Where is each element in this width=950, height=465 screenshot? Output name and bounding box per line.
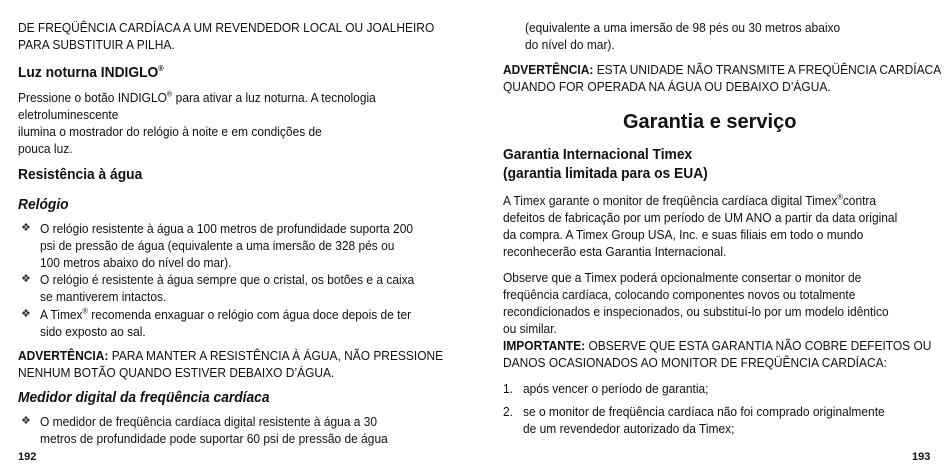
page-number-left: 192 (18, 451, 37, 463)
intro-line-1: DE FREQÜÊNCIA CARDÍACA A UM REVENDEDOR LOCAL OU JOALHEIRO (18, 20, 435, 35)
intro-line-2: PARA SUBSTITUIR A PILHA. (18, 37, 175, 52)
important-line-1: IMPORTANTE: OBSERVE QUE ESTA GARANTIA NÃO COBRE DEFEITOS OU (503, 338, 932, 353)
bullet-diamond-icon: ❖ (21, 415, 31, 427)
bullet-1-line-3: 100 metros abaixo do nível do mar). (40, 255, 232, 270)
watch-subheading: Relógio (18, 196, 69, 213)
paragraph-2-line-1: Observe que a Timex poderá opcionalmente consertar o monitor de (503, 270, 862, 285)
indiglo-text-line-1: Pressione o botão INDIGLO® para ativar a luz noturna. A tecnologia (18, 89, 376, 105)
warning-line-1: ADVERTÊNCIA: PARA MANTER A RESISTÊNCIA À ÁGUA, NÃO PRESSIONE (18, 348, 444, 363)
section-title: Garantia e serviço (623, 111, 797, 133)
paragraph-1-line-2: defeitos de fabricação por um período de UM ANO a partir da data original (503, 210, 898, 225)
bullet-1-line-2: psi de pressão de água (equivalente a uma imersão de 328 pés ou (40, 238, 395, 253)
paragraph-2-line-3: recondicionados e inspecionados, ou substituí-lo por um modelo idêntico (503, 304, 889, 319)
warranty-heading-line-2: (garantia limitada para os EUA) (503, 165, 708, 182)
list-item-number-1: 1. (503, 381, 513, 396)
right-page (475, 0, 950, 465)
water-resistance-heading: Resistência à água (18, 166, 143, 183)
warranty-heading-line-1: Garantia Internacional Timex (503, 146, 693, 163)
bullet-diamond-icon: ❖ (21, 222, 31, 234)
bullet-diamond-icon: ❖ (21, 273, 31, 285)
indiglo-text-line-4: pouca luz. (18, 141, 73, 156)
bullet-2-line-2: se mantiverem intactos. (40, 289, 167, 304)
indiglo-heading: Luz noturna INDIGLO® (18, 64, 164, 81)
bullet-2-line-1: O relógio é resistente à água sempre que o cristal, os botões e a caixa (40, 272, 415, 287)
paragraph-2-line-2: freqüência cardíaca, colocando componentes novos ou totalmente (503, 287, 856, 302)
bullet-4-line-1: O medidor de freqüência cardíaca digital resistente à água a 30 (40, 414, 378, 429)
list-item-2-line-1: se o monitor de freqüência cardíaca não foi comprado originalmente (523, 404, 885, 419)
list-item-number-2: 2. (503, 404, 513, 419)
bullet-diamond-icon: ❖ (21, 308, 31, 320)
list-item-2-line-2: de um revendedor autorizado da Timex; (523, 421, 735, 436)
paragraph-1-line-1: A Timex garante o monitor de freqüência cardíaca digital Timex®contra (503, 192, 877, 208)
paragraph-1-line-3: da compra. A Timex Group USA, Inc. e suas filiais em todo o mundo (503, 227, 864, 242)
paragraph-2-line-4: ou similar. (503, 321, 557, 336)
continued-line-2: do nível do mar). (525, 37, 615, 52)
page-number-right: 193 (912, 451, 931, 463)
continued-line-1: (equivalente a uma imersão de 98 pés ou 30 metros abaixo (525, 20, 841, 35)
warning-line-2: QUANDO FOR OPERADA NA ÁGUA OU DEBAIXO D’ÁGUA. (503, 79, 831, 94)
warning-line-2: NENHUM BOTÃO QUANDO ESTIVER DEBAIXO D’ÁGUA. (18, 365, 335, 380)
warning-line-1: ADVERTÊNCIA: ESTA UNIDADE NÃO TRANSMITE A FREQÜÊNCIA CARDÍACA (503, 62, 942, 77)
bullet-4-line-2: metros de profundidade pode suportar 60 psi de pressão de água (40, 431, 388, 446)
bullet-3-line-2: sido exposto ao sal. (40, 324, 146, 339)
paragraph-1-line-4: reconhecerão esta Garantia Internacional. (503, 244, 727, 259)
list-item-1: após vencer o período de garantia; (523, 381, 709, 396)
indiglo-text-line-2: eletroluminescente (18, 107, 119, 122)
heart-rate-monitor-subheading: Medidor digital da freqüência cardíaca (18, 389, 270, 406)
important-line-2: DANOS OCASIONADOS AO MONITOR DE FREQÜÊNCIA CARDÍACA: (503, 355, 887, 370)
indiglo-text-line-3: ilumina o mostrador do relógio à noite e em condições de (18, 124, 322, 139)
bullet-1-line-1: O relógio resistente à água a 100 metros de profundidade suporta 200 (40, 221, 414, 236)
bullet-3-line-1: A Timex® recomenda enxaguar o relógio com água doce depois de ter (40, 306, 412, 322)
